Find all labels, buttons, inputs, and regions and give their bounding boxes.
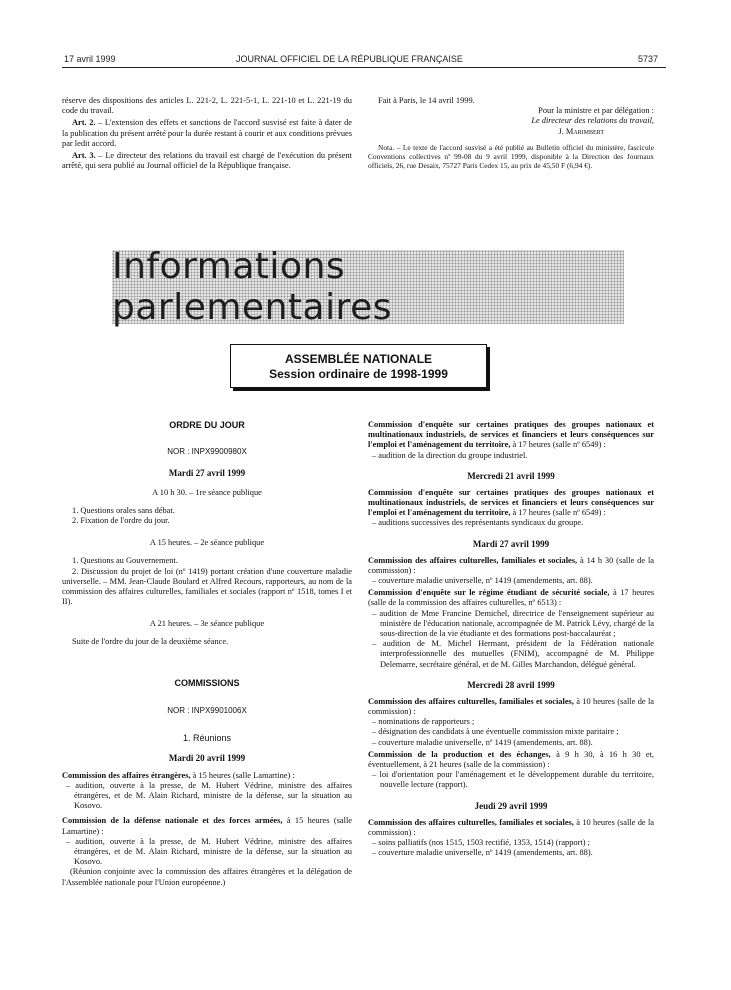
commission-schedule: à 15 heures (salle Lamartine) : (190, 770, 295, 780)
commission-heading (368, 556, 654, 576)
commission-item: – soins palliatifs (nos 1515, 1503 rectifié, 1353, 1514) (rapport) ; (372, 838, 590, 848)
date-heading: Jeudi 29 avril 1999 (474, 800, 548, 811)
commission-name: Commission des affaires étrangères, (62, 770, 191, 780)
arrete-paragraph: réserve des dispositions des articles L. 221-2, L. 221-5-1, L. 221-10 et L. 221-19 du code du travail. (62, 96, 352, 116)
commission-heading (62, 771, 352, 781)
signature-pour: Pour la ministre et par délégation : (538, 106, 654, 116)
commission-schedule: à 17 heures (salle nº 6549) : (510, 440, 606, 450)
commissions-title: COMMISSIONS (174, 677, 240, 688)
commission-schedule: à 17 heures (salle de la commission des affaires culturelles, nº 6513) : (368, 588, 654, 608)
commission-name: Commission des affaires culturelles, familiales et sociales, (368, 696, 574, 706)
header-page-number: 5737 (638, 54, 659, 64)
left-column (62, 420, 352, 888)
commission-name: Commission d'enquête sur certaines pratiques des groupes nationaux et multinationaux industriels, de services et financiers et leurs conséquences sur l'emploi et l'aménagement du territoire, (368, 420, 654, 450)
commission-name: Commission des affaires culturelles, familiales et sociales, (368, 555, 578, 565)
commission-item: – auditions successives des représentants syndicaux du groupe. (372, 518, 584, 528)
commission-heading (62, 816, 352, 836)
section-banner (112, 246, 624, 328)
commission-item: – audition, ouverte à la presse, de M. Hubert Védrine, ministre des affaires étrangères, et de M. Alain Richard, ministre de la défense, sur la situation au Kosovo. (66, 780, 352, 811)
article-2 (62, 118, 352, 149)
ordre-date: Mardi 27 avril 1999 (168, 468, 246, 478)
ordre-nor: NOR : INPX9900980X (167, 447, 247, 456)
commission-schedule: à 10 heures (salle de la commission) : (368, 817, 654, 837)
reunions-heading: 1. Réunions (182, 732, 232, 743)
commission-name: Commission des affaires culturelles, familiales et sociales, (368, 817, 574, 827)
commission-schedule: à 15 heures (salle Lamartine) : (62, 816, 352, 836)
banner-title: Informations parlementaires (112, 246, 392, 328)
commission-name: Commission de la défense nationale et des forces armées, (62, 816, 283, 826)
commissions-date: Mardi 20 avril 1999 (168, 752, 246, 763)
arrete-end-column (62, 96, 352, 171)
date-heading: Mercredi 28 avril 1999 (467, 679, 555, 690)
commission-item: – couverture maladie universelle, nº 1419 (amendements, art. 88). (372, 576, 593, 586)
date-heading: Mardi 27 avril 1999 (472, 538, 550, 549)
commission-note: (Réunion conjointe avec la commission des affaires étrangères et la délégation de l'Assemblée nationale pour l'Union européenne.) (62, 867, 352, 887)
article-2-text: – L'extension des effets et sanctions de l'accord susvisé est faite à dater de la publication du présent arrêté pour la durée restant à courir et aux conditions prévues par ledit accord. (62, 118, 352, 148)
commission-item: – audition, ouverte à la presse, de M. Hubert Védrine, ministre des affaires étrangères, et de M. Alain Richard, ministre de la défense, sur la situation au Kosovo. (66, 836, 352, 867)
commission-name: Commission d'enquête sur le régime étudiant de sécurité sociale, (368, 588, 610, 598)
fait-a-paris: Fait à Paris, le 14 avril 1999. (378, 96, 475, 105)
commission-item: – couverture maladie universelle, nº 1419 (amendements, art. 88). (372, 737, 593, 747)
seance-1-item: 1. Questions orales sans débat. (72, 506, 175, 515)
commission-item: – désignation des candidats à une éventuelle commission mixte paritaire ; (372, 727, 619, 737)
signature-title: Le directeur des relations du travail, (531, 116, 654, 126)
signature-column (368, 96, 654, 170)
commission-heading (368, 818, 654, 838)
commission-schedule: à 9 h 30, à 16 h 30 et, éventuellement, à 21 heures (salle de la commission) : (368, 749, 654, 770)
seance-1-list (62, 506, 352, 526)
commission-schedule: à 17 heures (salle nº 6549) : (510, 508, 606, 518)
commission-item: – couverture maladie universelle, nº 1419 (amendements, art. 88). (372, 848, 593, 858)
commission-heading (368, 750, 654, 770)
nota-paragraph: Nota. – Le texte de l'accord susvisé a été publié au Bulletin officiel du ministère, fascicule Conventions collectives nº 99-08 du 9 avril 1999, disponible à la Direction des Journaux officiels, 26, rue Desaix, 75727 Paris Cedex 15, au prix de 45,50 F (6,94 €). (368, 142, 654, 171)
article-3-label: Art. 3. (72, 151, 96, 161)
seance-2-heading: A 15 heures. – 2e séance publique (149, 538, 265, 548)
header-date: 17 avril 1999 (64, 54, 116, 64)
commission-item: – loi d'orientation pour l'aménagement et le développement durable du territoire, nouvelle lecture (rapport). (372, 770, 654, 790)
signatory-name: J. Marimbert (558, 126, 604, 136)
article-3-text: – Le directeur des relations du travail est chargé de l'exécution du présent arrêté, qui sera publié au Journal officiel de la République française. (62, 151, 353, 171)
commission-heading (368, 488, 654, 519)
commission-item: – audition de M. Michel Hermant, président de la Fédération nationale interprofessionnelle des mutuelles (FNIM), accompagné de M. Philippe Delemarre, secrétaire général, et de M. Gilles Marchandon, délégué général. (372, 639, 654, 669)
ordre-du-jour-title: ORDRE DU JOUR (169, 420, 245, 430)
commission-item: – nominations de rapporteurs ; (372, 717, 475, 727)
article-2-label: Art. 2. (72, 118, 96, 128)
commission-name: Commission d'enquête sur certaines pratiques des groupes nationaux et multinationaux industriels, de services et financiers et leurs conséquences sur l'emploi et l'aménagement du territoire, (368, 487, 654, 518)
commission-item: – audition de la direction du groupe industriel. (372, 450, 528, 460)
commissions-nor: NOR : INPX9901006X (167, 705, 247, 715)
session-title: Session ordinaire de 1998-1999 (269, 367, 448, 381)
date-heading: Mercredi 21 avril 1999 (467, 470, 555, 481)
article-3 (62, 151, 352, 171)
right-column (368, 420, 654, 859)
header-rule (62, 67, 666, 68)
commission-heading (368, 588, 654, 608)
assemblee-nationale-box (230, 344, 487, 388)
assemblee-title: ASSEMBLÉE NATIONALE (284, 352, 433, 366)
seance-3-heading: A 21 heures. – 3e séance publique (149, 619, 265, 629)
commission-item: – audition de Mme Francine Demichel, directrice de l'enseignement supérieur au ministère de l'éducation nationale, accompagnée de M. Patrick Lévy, chargé de la sous-direction de la vie étudiante et des formations post-baccalauréat ; (372, 608, 654, 639)
seance-3-text: Suite de l'ordre du jour de la deuxième séance. (72, 637, 229, 647)
seance-2-item: 2. Discussion du projet de loi (nº 1419) portant création d'une couverture maladie universelle. – MM. Jean-Claude Boulard et Alfred Recours, rapporteurs, au nom de la commission des affaires culturelles, familiales et sociales (rapport nº 1518, tomes I et II). (62, 566, 352, 607)
commission-schedule: à 10 heures (salle de la commission) : (368, 696, 654, 717)
seance-1-item: 2. Fixation de l'ordre du jour. (72, 516, 170, 526)
seance-1-heading: A 10 h 30. – 1re séance publique (152, 488, 262, 497)
header-journal-title: JOURNAL OFFICIEL DE LA RÉPUBLIQUE FRANÇAISE (236, 54, 463, 64)
seance-2-list (62, 556, 352, 607)
commission-schedule: à 14 h 30 (salle de la commission) : (368, 555, 654, 575)
commission-name: Commission de la production et des échanges, (368, 749, 551, 759)
seance-2-item: 1. Questions au Gouvernement. (72, 556, 178, 566)
commission-heading (368, 420, 654, 451)
commission-heading (368, 697, 654, 717)
